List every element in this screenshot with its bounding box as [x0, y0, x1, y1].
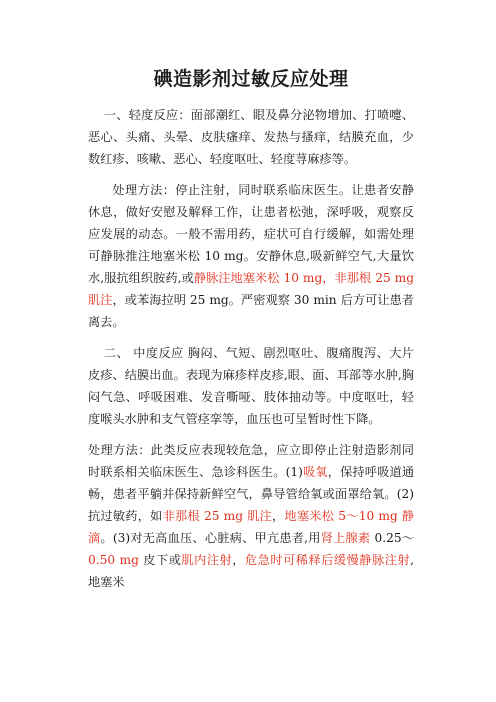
- moderate-treatment-paragraph: [88, 439, 414, 593]
- text-run: 。(3)对无高血压、心脏病、甲亢患者,用: [100, 531, 321, 545]
- highlighted-text-run: 肌内注射: [181, 553, 233, 567]
- text-run: ，或苯海拉明 25 mg。严密观察 30 min 后方可让患者离去。: [88, 293, 414, 329]
- text-run: ，保持呼吸道通畅，患者平躺并保持新鲜空气，鼻导管给氧或面罩给氧。(2) 抗过敏药，如: [88, 465, 415, 523]
- text-run: 二、 中度反应 胸闷、气短、剧烈呕吐、腹痛腹泻、大片皮疹、结膜出血。表现为麻疹样皮疹,眼、面、耳部等水肿,胸闷气急、呼吸困难、发音嘶哑、肢体抽动等。中度呕吐，轻度喉头水肿和支气管痉挛等，血压也可呈暂时性下降。: [88, 346, 414, 426]
- document-page: [88, 60, 414, 602]
- text-run: 处理方法：此类反应表现较危急，应立即停止注射造影剂同时联系相关临床医生、急诊科医生。(1): [88, 443, 414, 479]
- text-run: 处理方法：停止注射，同时联系临床医生。让患者安静休息，做好安慰及解释工作，让患者松弛，深呼吸，观察反应发展的动态。一般不需用药，症状可自行缓解，如需处理可静脉推注地塞米松 10 mg。安静休息,吸新鲜空气,大量饮水,服抗组织胺药,或: [88, 183, 414, 285]
- highlighted-text-run: 非那根 25 mg 肌注: [162, 509, 272, 523]
- text-run: ，: [232, 553, 245, 567]
- text-run: ,地塞米: [88, 553, 415, 589]
- text-run: 皮下或: [138, 553, 182, 567]
- highlighted-text-run: 吸氧: [302, 465, 328, 479]
- document-title: 碘造影剂过敏反应处理: [153, 68, 349, 90]
- text-run: ，: [271, 509, 285, 523]
- highlighted-text-run: 0.50 mg: [88, 553, 139, 567]
- highlighted-text-run: 地塞米松 5～10 mg 静滴: [88, 509, 414, 545]
- highlighted-text-run: 危急时可稀释后缓慢静脉注射: [244, 553, 411, 567]
- text-run: 一、轻度反应：面部潮红、眼及鼻分泌物增加、打喷嚏、恶心、头痛、头晕、皮肤瘙痒、发热与搔痒，结膜充血，少数红疹、咳嗽、恶心、轻度呕吐、轻度荨麻疹等。: [88, 108, 414, 166]
- moderate-reaction-paragraph: [88, 342, 414, 430]
- highlighted-text-run: 静脉注地塞米松 10 mg，非那根 25 mg 肌注: [88, 271, 414, 307]
- mild-reaction-paragraph: [88, 104, 414, 170]
- mild-treatment-paragraph: [88, 179, 414, 333]
- text-run: 0.25～: [370, 531, 415, 545]
- highlighted-text-run: 肾上腺素: [320, 531, 371, 545]
